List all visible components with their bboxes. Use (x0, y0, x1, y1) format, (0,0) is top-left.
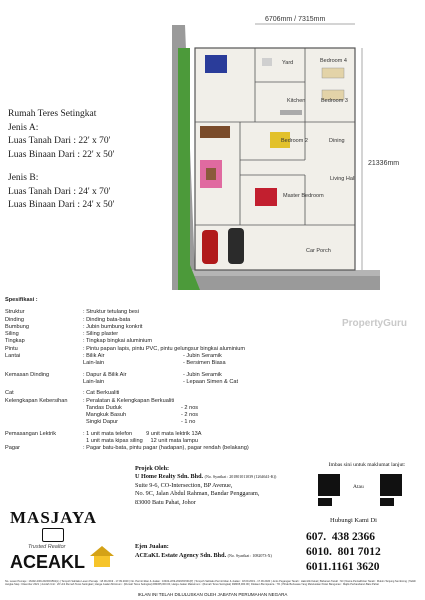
qr-code-icon[interactable] (380, 498, 394, 506)
spec-row (5, 338, 420, 345)
spec-row (5, 331, 420, 338)
spec-sub-key: : Dapur & Bilik Air (83, 371, 127, 378)
dining-table (200, 126, 230, 138)
room-label: Yard (282, 60, 294, 66)
spec-key: Struktur (5, 309, 25, 316)
room-label: Living Hall (330, 176, 356, 182)
type-a-land: Luas Tanah Dari : 22' x 70' (8, 136, 111, 146)
house-icon (88, 544, 116, 568)
spec-sub-value: - 2 nos (181, 412, 199, 419)
agent-info (135, 542, 305, 560)
spec-key: Kemasan Dinding (5, 371, 50, 378)
spec-key: Dinding (5, 316, 24, 323)
spec-key: Lantai (5, 353, 21, 360)
agent-name: ACEaKL Estate Agency Sdn. Bhd. (135, 552, 227, 559)
house-type-info (8, 108, 178, 213)
spec-value: : Struktur tetulang besi (83, 309, 139, 316)
spec-key: Pintu (5, 345, 18, 352)
spec-row (5, 346, 420, 353)
developer-label: Projek Oleh: (135, 465, 170, 472)
spec-sub-value: - Jubin Seramik (183, 353, 222, 360)
spec-value: : Pintu papan lapis, pintu PVC, pintu gelungsur bingkai aluminium (83, 345, 246, 352)
spec-sub-key: Lain-lain (83, 360, 105, 367)
or-label: Atau (353, 484, 364, 490)
spec-sub-key: Singki Dapur (86, 419, 119, 426)
bed-blue (205, 55, 227, 73)
spec-value: 1 unit mata kipas siling 12 unit mata lampu (83, 438, 199, 445)
spec-sub-key: Mangkuk Basuh (86, 412, 127, 419)
developer-reg: (No. Syarikat : 201801011039 (1264641-K)) (204, 474, 277, 480)
spec-value: : Cat Berkualiti (83, 390, 120, 397)
house-type-title: Rumah Teres Setingkat (8, 109, 97, 119)
agent-reg: (No. Syarikat : 1082073-X) (227, 553, 272, 558)
spec-sub-key: : Bilik Air (83, 353, 105, 360)
propertyguru-watermark: PropertyGuru (341, 318, 407, 329)
legal-text: No. Lesen Pemaju : 16402-2/09-2020/01591(L) | Tempoh Sahlaku Lesen Pemaju : 18.09.2019 - 17.09.2020 | No. Permit Iklan & Jualan : 16402-2/09-2020/01591(P) | Tempoh Sahlaku Permit Iklan & Jualan : 18.09.2019 - 17.09.2020 | Jenis Pegangan Tanah : Hakmilik Kekal | Bebanan Tanah : Nil | Nama Pentadbiran Tanah : Mukim Tanjung Sembrong | Tarikh Jangka Siap : Disember 2021 | Jumlah Unit : 20 Unit Rumah Teres Setingkat | Harga Jualan Minimum : (Rumah Teres Setingkat) RM365,000.00, Harga Jualan Maksimum : (Rumah Teres Setingkat) RM465,000.00 | Diskaun Bumiputera : 7% | Pihak Berkuasa Yang Meluluskan Pelan Bangunan : Majlis Perbandaran Batu Pahat (5, 580, 416, 587)
spec-value: : Dinding bata-bata (83, 316, 131, 323)
car-black (228, 228, 244, 264)
type-b-built: Luas Binaan Dari : 24' x 50' (8, 200, 115, 210)
qr-code-icon[interactable] (318, 474, 340, 496)
room-label: Bedroom 2 (281, 138, 308, 144)
phone-number[interactable]: 6010. 801 7012 (306, 546, 381, 558)
spec-sub-key: Tandas Duduk (86, 404, 122, 411)
scan-label: Imbas sini untuk maklumat lanjut: (328, 462, 406, 468)
floor-plan (0, 0, 425, 290)
spec-sub-value: - Bersimen Biasa (183, 360, 226, 367)
developer-info (135, 465, 300, 507)
spec-key: Pagar (5, 445, 20, 452)
phone-list (306, 530, 425, 575)
spec-row-lantai (5, 353, 420, 368)
agent-label: Ejen Jualan: (135, 543, 169, 550)
room-label: Bedroom 4 (320, 58, 347, 64)
qr-code-icon[interactable] (380, 474, 402, 496)
developer-name: U Home Realty Sdn. Bhd. (135, 473, 204, 481)
room-label: Car Porch (306, 248, 331, 254)
spec-value: : Jubin bumbung konkrit (83, 323, 143, 330)
badge-icon (42, 528, 64, 542)
room-label: Master Bedroom (283, 193, 324, 199)
spec-row (5, 309, 420, 316)
spec-heading: Spesifikasi : (5, 297, 38, 303)
spec-sub-key: Lain-lain (83, 378, 105, 385)
developer-address: No. 9C, Jalan Abdul Rahman, Bandar Penggaram, (135, 490, 260, 498)
trusted-realtor-label: Trusted Realtor (28, 544, 66, 550)
spec-row (5, 445, 420, 452)
approval-note: IKLAN INI TELAH DILULUSKAN OLEH JABATAN PERUMAHAN NEGARA (137, 592, 288, 597)
bed-red (255, 188, 277, 206)
spec-key: Bumbung (5, 323, 29, 330)
spec-row (5, 390, 420, 397)
spec-value: : Pagar batu-bata, pintu pagar (hadapan), pagar rendah (belakang) (83, 445, 249, 452)
type-b-land: Luas Tanah Dari : 24' x 70' (8, 186, 111, 197)
type-a-heading: Jenis A: (8, 122, 39, 133)
spec-value: : Tingkap bingkai aluminium (83, 338, 153, 345)
spec-key: Tingkap (5, 338, 25, 345)
spec-value: : Siling plaster (83, 331, 119, 338)
spec-key: Cat (5, 390, 14, 397)
room-label: Dining (329, 138, 345, 144)
developer-address: Suite 9-6, CO-Intersection, BP Avenue, (135, 481, 233, 489)
car-red (202, 230, 218, 264)
phone-number[interactable]: 607. 438 2366 (306, 531, 375, 543)
developer-address: 83000 Batu Pahat, Johor (135, 498, 196, 506)
dimension-width: 6706mm / 7315mm (265, 16, 326, 23)
contact-heading: Hubungi Kami Di (330, 517, 377, 524)
spec-value: : Peralatan & Kelengkapan Berkualiti (83, 397, 175, 404)
aceakl-logo: ACEAKL (10, 552, 85, 572)
phone-number[interactable]: 6011.1161 3620 (306, 561, 380, 573)
spec-row-dinding (5, 372, 420, 387)
room-label: Bedroom 3 (321, 98, 348, 104)
dimension-length: 21336mm (368, 160, 400, 167)
masjaya-logo: MASJAYA (10, 508, 97, 527)
spec-key: Siling (5, 331, 19, 338)
type-b-heading: Jenis B: (8, 173, 39, 183)
room-label: Kitchen (287, 98, 306, 104)
qr-code-icon[interactable] (318, 498, 332, 506)
spec-key: Pemasangan Lektrik (5, 430, 56, 437)
spec-sub-value: - 2 nos (181, 404, 199, 411)
spec-sub-value: - 1 no (181, 419, 196, 426)
house-outline (195, 48, 355, 270)
spec-key: Kelengkapan Kebersihan (5, 397, 68, 404)
spec-value: : 1 unit mata telefon 9 unit mata lektrik 13A (83, 430, 202, 437)
spec-sub-value: - Lepaan Simen & Cat (183, 378, 239, 385)
spec-row (5, 398, 420, 405)
type-a-built: Luas Binaan Dari : 22' x 50' (8, 149, 115, 160)
spec-sub-value: - Jubin Seramik (183, 371, 222, 378)
spec-row (5, 431, 420, 438)
